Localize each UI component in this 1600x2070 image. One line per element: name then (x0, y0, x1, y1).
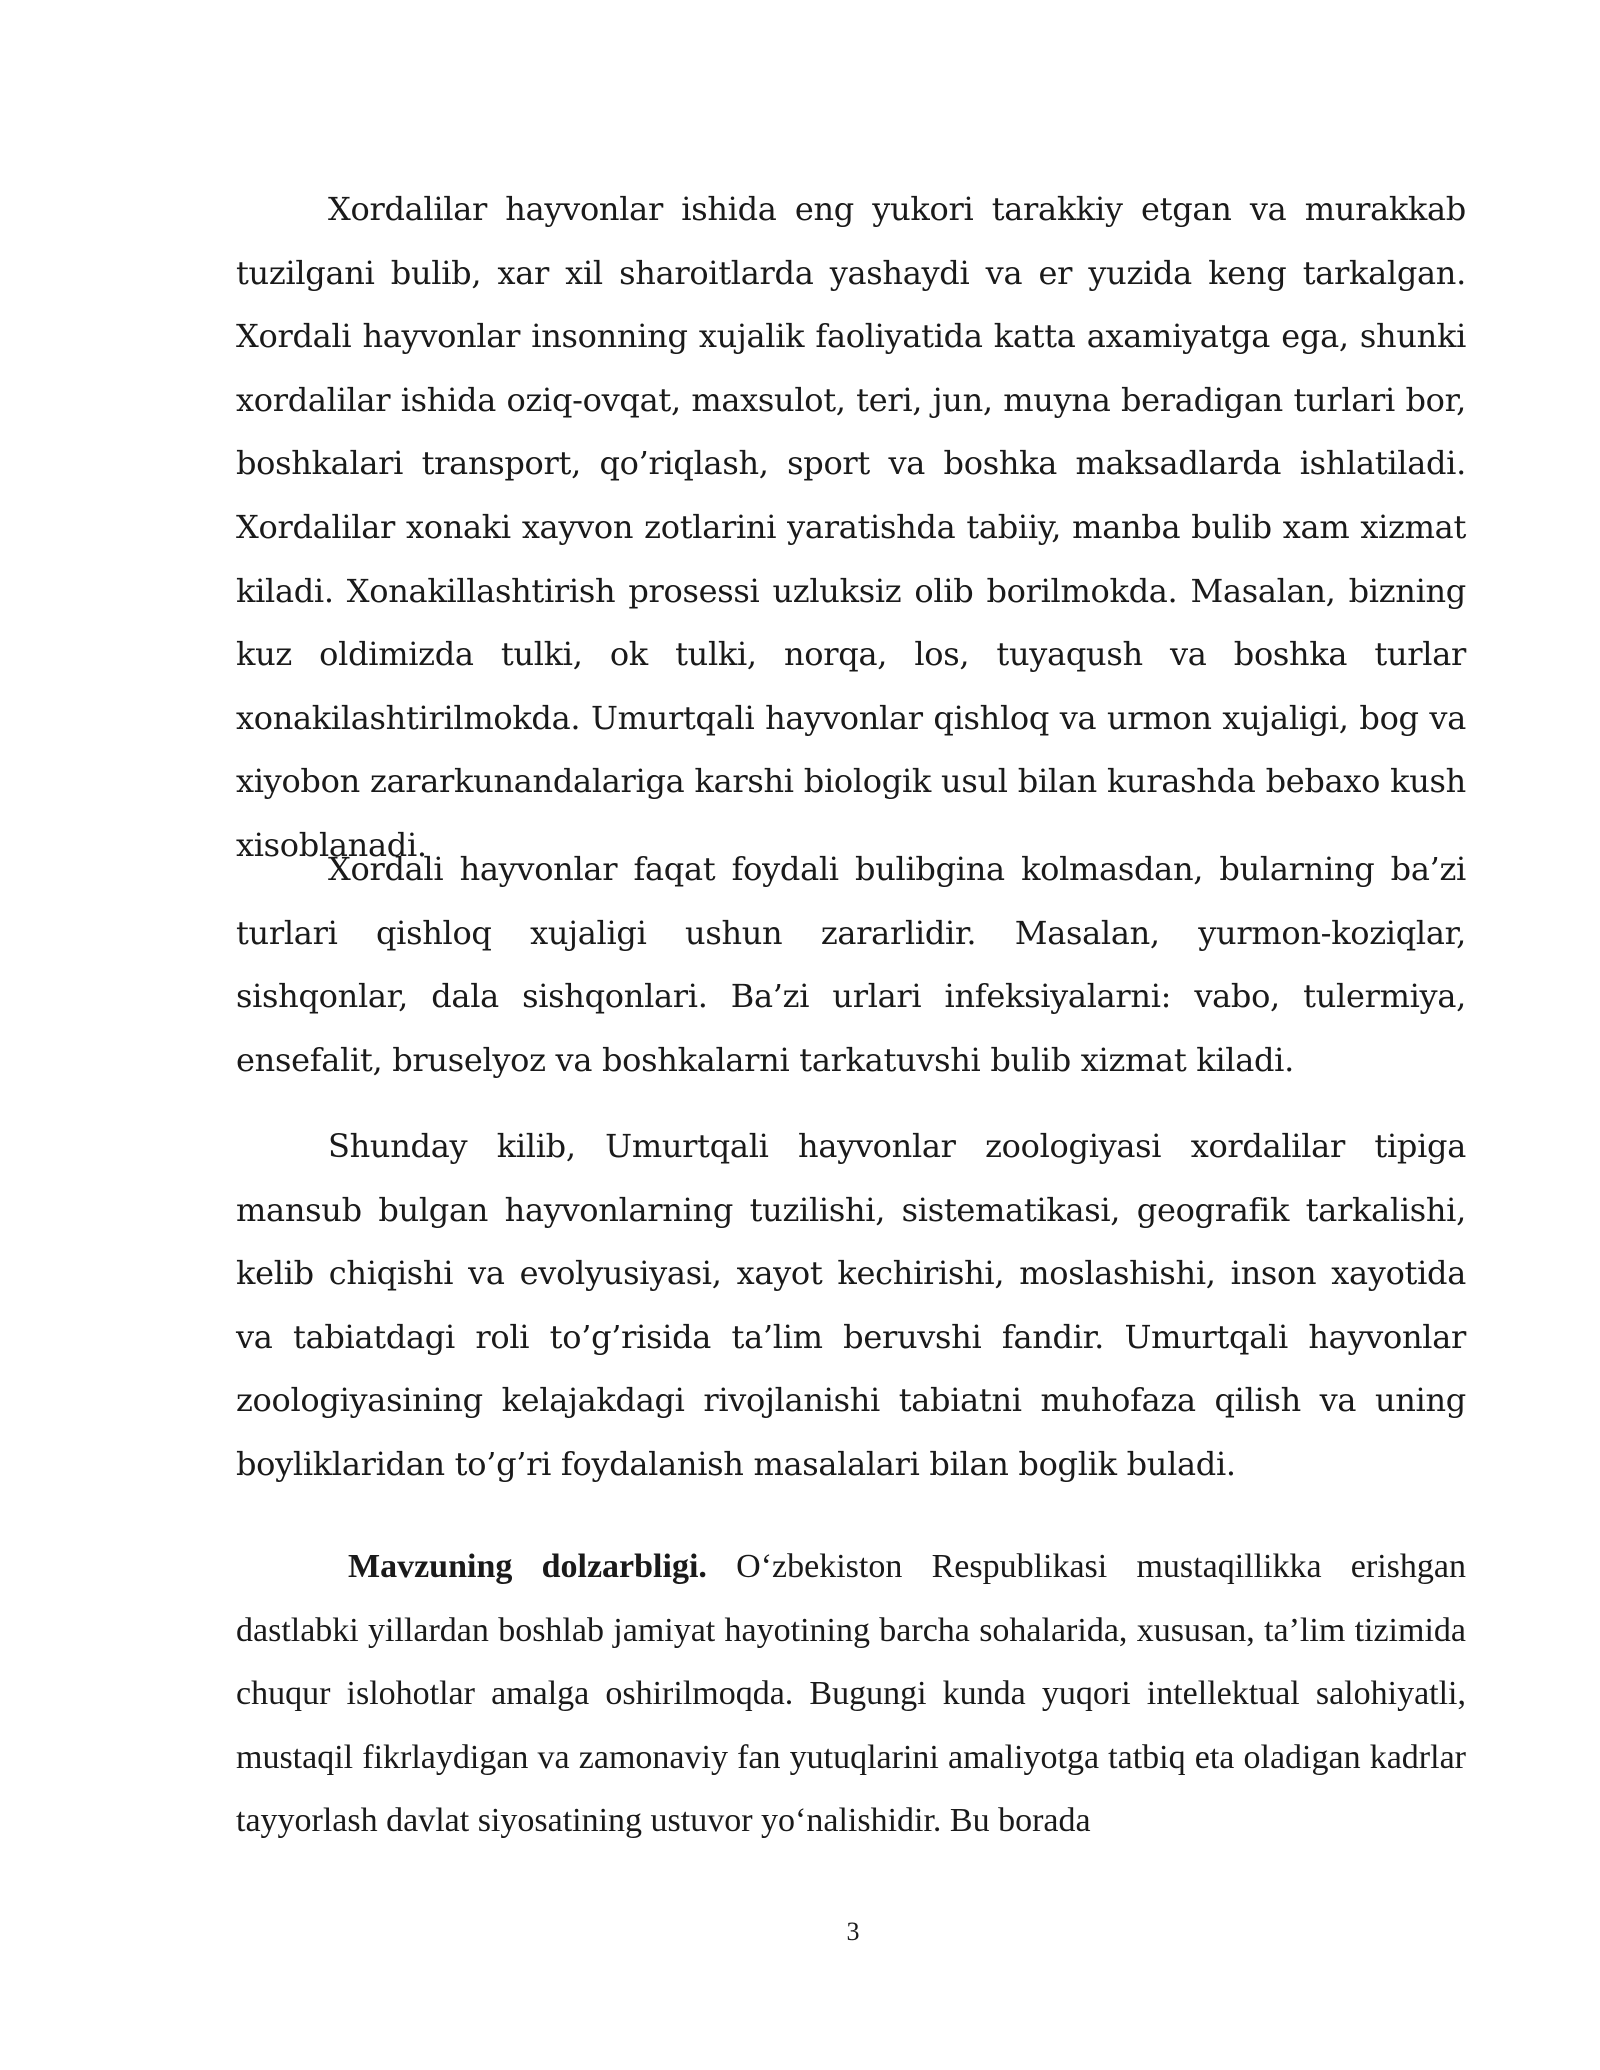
paragraph-chordates-importance: Xordalilar hayvonlar ishida eng yukori tarakkiy etgan va murakkab tuzilgani bulib, xar xil sharoitlarda yashaydi va er yuzida keng tarkalgan. Xordali hayvonlar insonning xujalik faoliyatida katta axamiyatga ega, shunki xordalilar ishida oziq-ovqat, maxsulot, teri, jun, muyna beradigan turlari bor, boshkalari transport, qo’riqlash, sport va boshka maksadlarda ishlatiladi. Xordalilar xonaki xayvon zotlarini yaratishda tabiiy, manba bulib xam xizmat kiladi. Xonakillashtirish prosessi uzluksiz olib borilmokda. Masalan, bizning kuz oldimizda tulki, ok tulki, norqa, los, tuyaqush va boshka turlar xonakilashtirilmokda. Umurtqali hayvonlar qishloq va urmon xujaligi, bog va xiyobon zararkunandalariga karshi biologik usul bilan kurashda bebaxo kush xisoblanadi. (236, 190, 1466, 864)
topic-relevance-text: O‘zbekiston Respublikasi mustaqillikka erishgan dastlabki yillardan boshlab jamiyat hayotining barcha sohalarida, xususan, ta’lim tizimida chuqur islohotlar amalga oshirilmoqda. Bugungi kunda yuqori intellektual salohiyatli, mustaqil fikrlaydigan va zamonaviy fan yutuqlarini amaliyotga tatbiq eta oladigan kadrlar tayyorlash davlat siyosatining ustuvor yo‘nalishidir. Bu borada (236, 1548, 1466, 1840)
paragraph-zoology-definition: Shunday kilib, Umurtqali hayvonlar zoologiyasi xordalilar tipiga mansub bulgan hayvonlarning tuzilishi, sistematikasi, geografik tarkalishi, kelib chiqishi va evolyusiyasi, xayot kechirishi, moslashishi, inson xayotida va tabiatdagi roli to’g’risida ta’lim beruvshi fandir. Umurtqali hayvonlar zoologiyasining kelajakdagi rivojlanishi tabiatni muhofaza qilish va uning boyliklaridan to’g’ri foydalanish masalalari bilan boglik buladi. (236, 1127, 1466, 1483)
paragraph-topic-relevance (236, 1535, 1466, 1853)
topic-relevance-heading: Mavzuning dolzarbligi. (348, 1548, 707, 1585)
paragraph-harmful-species: Xordali hayvonlar faqat foydali bulibgina kolmasdan, bularning ba’zi turlari qishloq xujaligi ushun zararlidir. Masalan, yurmon-koziqlar, sishqonlar, dala sishqonlari. Ba’zi urlari infeksiyalarni: vabo, tulermiya, ensefalit, bruselyoz va boshkalarni tarkatuvshi bulib xizmat kiladi. (236, 850, 1466, 1079)
page-number: 3 (846, 1917, 860, 1946)
